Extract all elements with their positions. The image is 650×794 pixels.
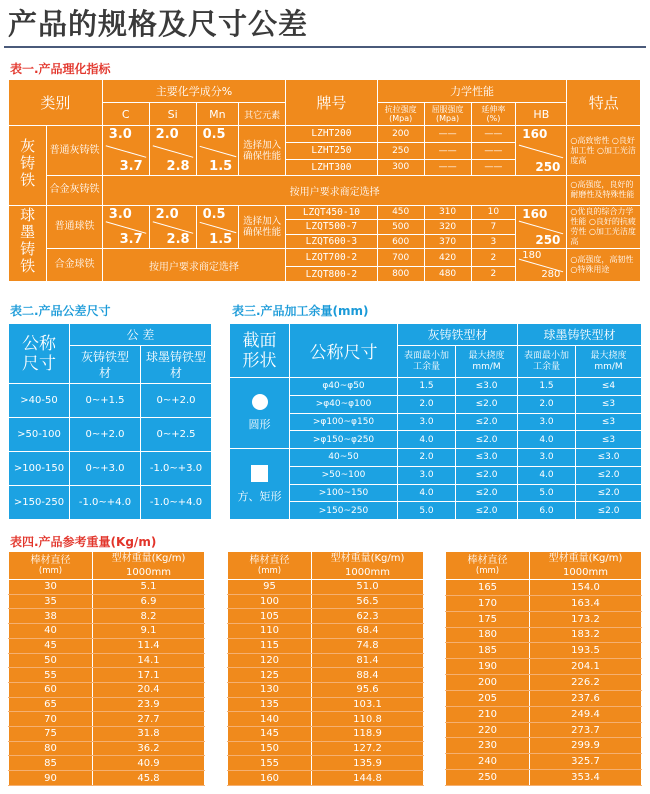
ductile-alloy-hb-range: 180 280 (516, 249, 567, 282)
ductile-yield-2: 320 (424, 220, 471, 235)
gray-si-range: 2.0 2.8 (149, 126, 196, 176)
allowance-gmax-8: ≤2.0 (456, 502, 518, 520)
diameter-header-1: 棒材直径 (mm) (9, 552, 93, 580)
rod-weight: 88.4 (312, 668, 424, 683)
allowance-dmin-1: 1.5 (518, 378, 576, 396)
weight-row (228, 668, 424, 683)
allowance-dmin-7: 5.0 (518, 484, 576, 502)
rod-weight: 154.0 (530, 580, 642, 596)
rod-weight: 74.8 (312, 638, 424, 653)
weight-header-1: 型材重量(Kg/m) (93, 552, 205, 566)
weight-row (228, 712, 424, 727)
rod-weight: 127.2 (312, 741, 424, 756)
ductile-max-deflection-header: 最大挠度mm/M (576, 346, 642, 378)
rod-diameter: 55 (9, 668, 93, 683)
rod-weight: 62.3 (312, 609, 424, 624)
weight-row (9, 756, 205, 771)
table2-caption: 表二.产品公差尺寸 (10, 304, 111, 318)
rod-diameter: 155 (228, 756, 312, 771)
ductile-hb-range: 160 250 (516, 205, 567, 249)
mechanical-header: 力学性能 (377, 80, 567, 103)
gray-brand-3: LZHT300 (286, 159, 378, 176)
ductile-c-range: 3.0 3.7 (102, 205, 149, 249)
rod-diameter: 175 (446, 611, 530, 627)
allowance-dmin-6: 4.0 (518, 466, 576, 484)
rod-weight: 17.1 (93, 668, 205, 683)
gray-tensile-3: 300 (377, 159, 424, 176)
mn-header: Mn (196, 103, 239, 126)
tolerance-gray-4: -1.0~+4.0 (70, 486, 141, 520)
circle-icon (252, 394, 268, 410)
rod-weight: 325.7 (530, 754, 642, 770)
rod-weight: 56.5 (312, 594, 424, 609)
rod-weight: 23.9 (93, 697, 205, 712)
length-header-2: 1000mm (312, 566, 424, 580)
ductile-alloy-brand-2: LZQT800-2 (286, 267, 378, 282)
tolerance-gray-2: 0~+2.0 (70, 418, 141, 452)
ductile-alloy-label: 合金球铁 (47, 249, 102, 282)
square-label: 方、矩形 (237, 489, 282, 503)
gray-alloy-features: ○高强度，良好的耐磨性及特殊性能 (567, 176, 641, 205)
tensile-header: 抗拉强度 (Mpa) (377, 103, 424, 126)
gray-profile-header: 灰铸铁型材 (70, 346, 141, 384)
rod-weight: 68.4 (312, 624, 424, 639)
allowance-dmin-2: 2.0 (518, 395, 576, 413)
allowance-size-2: >φ40~φ100 (290, 395, 398, 413)
gray-yield-1: —— (424, 126, 471, 143)
gray-elong-1: —— (471, 126, 516, 143)
gray-alloy-label: 合金灰铸铁 (47, 176, 102, 205)
rod-weight: 249.4 (530, 706, 642, 722)
rod-diameter: 240 (446, 754, 530, 770)
gray-yield-2: —— (424, 142, 471, 159)
gray-c-range: 3.0 3.7 (102, 126, 149, 176)
rod-diameter: 230 (446, 738, 530, 754)
ductile-mn-range: 0.5 1.5 (196, 205, 239, 249)
allowance-size-1: φ40~φ50 (290, 378, 398, 396)
weight-header-2: 型材重量(Kg/m) (312, 552, 424, 566)
rod-weight: 353.4 (530, 770, 642, 786)
ductile-tensile-3: 600 (377, 234, 424, 249)
gray-iron-label: 灰铸铁 (9, 126, 47, 206)
tolerance-size-4: >150-250 (9, 486, 70, 520)
category-header: 类别 (9, 80, 103, 126)
tolerance-header: 公 差 (70, 324, 212, 346)
rod-diameter: 220 (446, 722, 530, 738)
weight-row (228, 653, 424, 668)
other-elements-header: 其它元素 (239, 103, 286, 126)
ductile-elong-2: 7 (471, 220, 516, 235)
allowance-gmax-7: ≤2.0 (456, 484, 518, 502)
rod-weight: 27.7 (93, 712, 205, 727)
rod-weight: 163.4 (530, 595, 642, 611)
rod-weight: 237.6 (530, 690, 642, 706)
rod-weight: 144.8 (312, 771, 424, 786)
yield-header: 屈服强度 (Mpa) (424, 103, 471, 126)
ductile-profile-header: 球墨铸铁型材 (141, 346, 212, 384)
allowance-size-3: >φ100~φ150 (290, 413, 398, 431)
tolerance-gray-3: 0~+3.0 (70, 452, 141, 486)
weight-row (9, 580, 205, 595)
ductile-tensile-1: 450 (377, 205, 424, 220)
allowance-gmin-6: 3.0 (398, 466, 456, 484)
weight-row (9, 727, 205, 742)
elongation-header: 延伸率 (%) (471, 103, 516, 126)
tolerance-ductile-2: 0~+2.5 (141, 418, 212, 452)
weight-row (446, 627, 642, 643)
diameter-header-3: 棒材直径 (mm) (446, 552, 530, 580)
ductile-profile-header-3: 球墨铸铁型材 (518, 324, 642, 346)
square-shape-cell (230, 449, 290, 520)
machining-allowance-table (229, 323, 642, 520)
ductile-yield-1: 310 (424, 205, 471, 220)
allowance-size-6: >50~100 (290, 466, 398, 484)
allowance-dmax-4: ≤3 (576, 431, 642, 449)
rod-weight: 118.9 (312, 727, 424, 742)
page-title: 产品的规格及尺寸公差 (8, 7, 309, 41)
allowance-dmin-4: 4.0 (518, 431, 576, 449)
ductile-alloy-yield-1: 420 (424, 249, 471, 267)
weight-row (9, 624, 205, 639)
ductile-normal-label: 普通球铁 (47, 205, 102, 249)
allowance-gmax-5: ≤3.0 (456, 449, 518, 467)
allowance-gmax-1: ≤3.0 (456, 378, 518, 396)
weight-row (228, 594, 424, 609)
allowance-gmax-2: ≤2.0 (456, 395, 518, 413)
nominal-size-header: 公称尺寸 (9, 324, 70, 384)
rod-diameter: 145 (228, 727, 312, 742)
weight-row (446, 706, 642, 722)
tolerance-ductile-1: 0~+2.0 (141, 384, 212, 418)
allowance-dmin-5: 3.0 (518, 449, 576, 467)
weight-row (9, 638, 205, 653)
rod-diameter: 205 (446, 690, 530, 706)
rod-diameter: 130 (228, 682, 312, 697)
allowance-gmin-1: 1.5 (398, 378, 456, 396)
rod-diameter: 190 (446, 659, 530, 675)
tolerance-size-3: >100-150 (9, 452, 70, 486)
gray-max-deflection-header: 最大挠度mm/M (456, 346, 518, 378)
rod-weight: 81.4 (312, 653, 424, 668)
rod-diameter: 38 (9, 609, 93, 624)
rod-diameter: 105 (228, 609, 312, 624)
ductile-alloy-elong-1: 2 (471, 249, 516, 267)
square-icon (251, 465, 268, 482)
allowance-dmin-3: 3.0 (518, 413, 576, 431)
rod-weight: 5.1 (93, 580, 205, 595)
allowance-gmin-5: 2.0 (398, 449, 456, 467)
allowance-dmax-1: ≤4 (576, 378, 642, 396)
c-header: C (102, 103, 149, 126)
weight-row (228, 624, 424, 639)
rod-weight: 95.6 (312, 682, 424, 697)
rod-weight: 135.9 (312, 756, 424, 771)
rod-diameter: 115 (228, 638, 312, 653)
weight-row (228, 771, 424, 786)
rod-diameter: 160 (228, 771, 312, 786)
features-header: 特点 (567, 80, 641, 126)
allowance-dmax-7: ≤2.0 (576, 484, 642, 502)
rod-diameter: 125 (228, 668, 312, 683)
ductile-brand-1: LZQT450-10 (286, 205, 378, 220)
ductile-other-elements: 选择加入确保性能 (239, 205, 286, 249)
title-divider (4, 46, 646, 48)
ductile-alloy-tensile-2: 800 (377, 267, 424, 282)
rod-diameter: 135 (228, 697, 312, 712)
brand-header: 牌号 (286, 80, 378, 126)
composition-header: 主要化学成分% (102, 80, 285, 103)
allowance-dmax-3: ≤3 (576, 413, 642, 431)
gray-other-elements: 选择加入确保性能 (239, 126, 286, 176)
allowance-dmax-5: ≤3.0 (576, 449, 642, 467)
weight-row (9, 697, 205, 712)
rod-diameter: 250 (446, 770, 530, 786)
weight-row (228, 756, 424, 771)
weight-table-2 (227, 551, 424, 786)
section-shape-header: 截面形状 (230, 324, 290, 378)
rod-weight: 183.2 (530, 627, 642, 643)
rod-weight: 110.8 (312, 712, 424, 727)
length-header-1: 1000mm (93, 566, 205, 580)
weight-row (9, 653, 205, 668)
rod-diameter: 75 (9, 727, 93, 742)
allowance-gmin-8: 5.0 (398, 502, 456, 520)
weight-row (9, 594, 205, 609)
table3-caption: 表三.产品加工余量(mm) (232, 304, 369, 318)
ductile-iron-label: 球墨铸铁 (9, 205, 47, 281)
gray-profile-header-3: 灰铸铁型材 (398, 324, 518, 346)
rod-weight: 193.5 (530, 643, 642, 659)
ductile-alloy-note: 按用户要求商定选择 (102, 249, 285, 282)
physical-chemical-table (8, 79, 641, 282)
round-label: 圆形 (248, 418, 271, 431)
rod-diameter: 150 (228, 741, 312, 756)
rod-diameter: 60 (9, 682, 93, 697)
weight-header-3: 型材重量(Kg/m) (530, 552, 642, 566)
weight-row (9, 771, 205, 786)
rod-weight: 45.8 (93, 771, 205, 786)
weight-row (446, 690, 642, 706)
allowance-dmin-8: 6.0 (518, 502, 576, 520)
table4-caption: 表四.产品参考重量(Kg/m) (10, 535, 157, 549)
weight-table-3 (445, 551, 642, 786)
weight-row (228, 697, 424, 712)
rod-weight: 273.7 (530, 722, 642, 738)
weight-row (446, 595, 642, 611)
gray-tensile-1: 200 (377, 126, 424, 143)
allowance-gmin-3: 3.0 (398, 413, 456, 431)
rod-diameter: 170 (446, 595, 530, 611)
weight-row (446, 659, 642, 675)
weight-table-1 (8, 551, 205, 786)
allowance-gmax-3: ≤2.0 (456, 413, 518, 431)
gray-elong-3: —— (471, 159, 516, 176)
rod-diameter: 70 (9, 712, 93, 727)
ductile-alloy-features: ○高强度，高韧性 ○特殊用途 (567, 249, 641, 282)
weight-row (9, 712, 205, 727)
hb-header: HB (516, 103, 567, 126)
allowance-gmin-7: 4.0 (398, 484, 456, 502)
weight-row (446, 738, 642, 754)
weight-row (9, 741, 205, 756)
length-header-3: 1000mm (530, 566, 642, 580)
rod-weight: 299.9 (530, 738, 642, 754)
gray-brand-1: LZHT200 (286, 126, 378, 143)
gray-alloy-note: 按用户要求商定选择 (102, 176, 567, 205)
rod-weight: 6.9 (93, 594, 205, 609)
ductile-alloy-tensile-1: 700 (377, 249, 424, 267)
gray-features: ○高致密性 ○良好加工性 ○加工光洁度高 (567, 126, 641, 176)
rod-diameter: 95 (228, 580, 312, 595)
weight-row (228, 682, 424, 697)
rod-weight: 226.2 (530, 675, 642, 691)
weight-row (228, 609, 424, 624)
weight-row (228, 727, 424, 742)
rod-diameter: 50 (9, 653, 93, 668)
allowance-gmax-4: ≤2.0 (456, 431, 518, 449)
nominal-size-header-3: 公称尺寸 (290, 324, 398, 378)
allowance-dmax-6: ≤2.0 (576, 466, 642, 484)
weight-row (446, 770, 642, 786)
rod-diameter: 90 (9, 771, 93, 786)
si-header: Si (149, 103, 196, 126)
rod-diameter: 45 (9, 638, 93, 653)
gray-min-allowance-header: 表面最小加工余量 (398, 346, 456, 378)
weight-row (228, 638, 424, 653)
tolerance-size-2: >50-100 (9, 418, 70, 452)
ductile-min-allowance-header: 表面最小加工余量 (518, 346, 576, 378)
weight-row (228, 741, 424, 756)
ductile-features: ○优良的综合力学性能 ○良好的抗疲劳性 ○加工光洁度高 (567, 205, 641, 249)
tolerance-size-1: >40-50 (9, 384, 70, 418)
rod-weight: 103.1 (312, 697, 424, 712)
ductile-brand-2: LZQT500-7 (286, 220, 378, 235)
weight-row (446, 643, 642, 659)
table1-caption: 表一.产品理化指标 (10, 62, 111, 76)
weight-row (446, 580, 642, 596)
rod-diameter: 100 (228, 594, 312, 609)
ductile-tensile-2: 500 (377, 220, 424, 235)
rod-diameter: 185 (446, 643, 530, 659)
gray-elong-2: —— (471, 142, 516, 159)
ductile-alloy-yield-2: 480 (424, 267, 471, 282)
rod-diameter: 40 (9, 624, 93, 639)
rod-diameter: 165 (446, 580, 530, 596)
tolerance-table (8, 323, 212, 520)
diameter-header-2: 棒材直径 (mm) (228, 552, 312, 580)
rod-diameter: 30 (9, 580, 93, 595)
ductile-yield-3: 370 (424, 234, 471, 249)
ductile-alloy-brand-1: LZQT700-2 (286, 249, 378, 267)
allowance-gmin-2: 2.0 (398, 395, 456, 413)
rod-diameter: 110 (228, 624, 312, 639)
allowance-size-5: 40~50 (290, 449, 398, 467)
rod-diameter: 65 (9, 697, 93, 712)
round-shape-cell (230, 378, 290, 449)
rod-weight: 40.9 (93, 756, 205, 771)
rod-diameter: 120 (228, 653, 312, 668)
rod-diameter: 80 (9, 741, 93, 756)
weight-row (228, 580, 424, 595)
rod-weight: 173.2 (530, 611, 642, 627)
allowance-gmax-6: ≤2.0 (456, 466, 518, 484)
rod-weight: 11.4 (93, 638, 205, 653)
weight-row (446, 611, 642, 627)
weight-row (446, 754, 642, 770)
gray-hb-range: 160 250 (516, 126, 567, 176)
weight-row (446, 675, 642, 691)
allowance-size-8: >150~250 (290, 502, 398, 520)
gray-brand-2: LZHT250 (286, 142, 378, 159)
gray-mn-range: 0.5 1.5 (196, 126, 239, 176)
rod-weight: 14.1 (93, 653, 205, 668)
rod-diameter: 210 (446, 706, 530, 722)
gray-yield-3: —— (424, 159, 471, 176)
rod-diameter: 140 (228, 712, 312, 727)
rod-diameter: 35 (9, 594, 93, 609)
rod-weight: 36.2 (93, 741, 205, 756)
tolerance-ductile-3: -1.0~+3.0 (141, 452, 212, 486)
rod-weight: 8.2 (93, 609, 205, 624)
ductile-elong-3: 3 (471, 234, 516, 249)
gray-tensile-2: 250 (377, 142, 424, 159)
weight-row (9, 682, 205, 697)
rod-diameter: 200 (446, 675, 530, 691)
gray-normal-label: 普通灰铸铁 (47, 126, 102, 176)
weight-row (9, 609, 205, 624)
ductile-alloy-elong-2: 2 (471, 267, 516, 282)
ductile-elong-1: 10 (471, 205, 516, 220)
ductile-brand-3: LZQT600-3 (286, 234, 378, 249)
rod-weight: 204.1 (530, 659, 642, 675)
allowance-size-7: >100~150 (290, 484, 398, 502)
rod-weight: 31.8 (93, 727, 205, 742)
tolerance-ductile-4: -1.0~+4.0 (141, 486, 212, 520)
weight-row (446, 722, 642, 738)
allowance-dmax-2: ≤3 (576, 395, 642, 413)
weight-row (9, 668, 205, 683)
rod-diameter: 85 (9, 756, 93, 771)
ductile-si-range: 2.0 2.8 (149, 205, 196, 249)
allowance-dmax-8: ≤2.0 (576, 502, 642, 520)
rod-weight: 9.1 (93, 624, 205, 639)
allowance-size-4: >φ150~φ250 (290, 431, 398, 449)
rod-weight: 51.0 (312, 580, 424, 595)
tolerance-gray-1: 0~+1.5 (70, 384, 141, 418)
allowance-gmin-4: 4.0 (398, 431, 456, 449)
rod-diameter: 180 (446, 627, 530, 643)
rod-weight: 20.4 (93, 682, 205, 697)
